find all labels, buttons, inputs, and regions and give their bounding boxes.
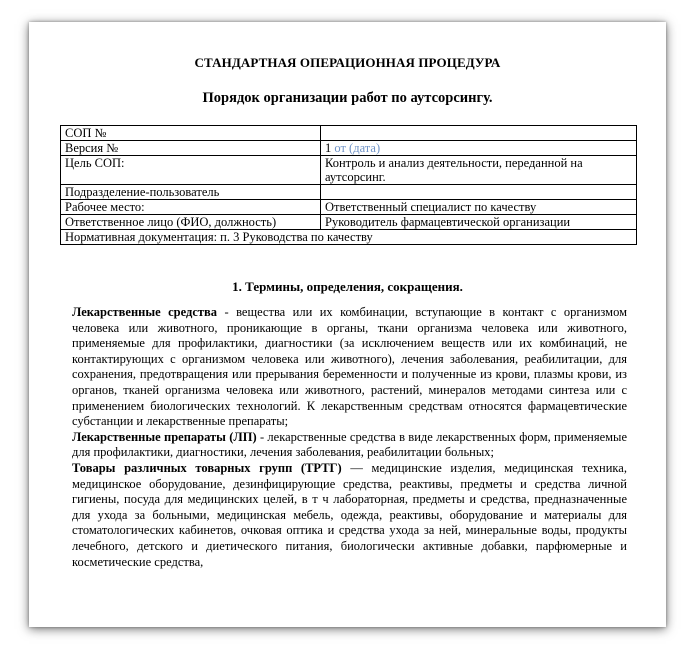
term: Товары различных товарных групп (ТРТГ) xyxy=(72,460,342,475)
table-row xyxy=(61,141,637,156)
sop-info-table xyxy=(60,125,637,245)
definition: - лекарственные средства в виде лекарственных форм, применяемые для профилактики, диагностики, лечения заболевания, реабилитации больных; xyxy=(72,429,627,460)
version-date-link[interactable]: от (дата) xyxy=(334,141,381,155)
department-label: Подразделение-пользователь xyxy=(61,185,321,200)
paragraph xyxy=(72,305,627,430)
table-row xyxy=(61,200,637,215)
document-body xyxy=(72,305,627,570)
version-label: Версия № xyxy=(61,141,321,156)
table-row xyxy=(61,156,637,185)
version-value-cell xyxy=(321,141,637,156)
normative-docs: Нормативная документация: п. 3 Руководства по качеству xyxy=(61,230,637,245)
document-page xyxy=(29,22,666,627)
responsible-value: Руководитель фармацевтической организации xyxy=(321,215,637,230)
workplace-value: Ответственный специалист по качеству xyxy=(321,200,637,215)
table-row xyxy=(61,126,637,141)
paragraph xyxy=(72,461,627,570)
paragraph xyxy=(72,430,627,461)
table-row xyxy=(61,185,637,200)
department-value xyxy=(321,185,637,200)
table-row xyxy=(61,230,637,245)
table-row xyxy=(61,215,637,230)
section-title: 1. Термины, определения, сокращения. xyxy=(232,279,463,294)
responsible-label: Ответственное лицо (ФИО, должность) xyxy=(61,215,321,230)
goal-value: Контроль и анализ деятельности, переданной на аутсорсинг. xyxy=(321,156,637,185)
sop-no-value xyxy=(321,126,637,141)
definition: — медицинские изделия, медицинская техника, медицинское оборудование, дезинфицирующие средства, реактивы, предметы и средства личной гигиены, посуда для медицинских целей, в т ч лабораторная, предметы и средства, предназначенные для ухода за больными, медицинская мебель, одежда, реактивы, оборудование и материалы для стоматологических кабинетов, очковая оптика и средства ухода за ней, минеральные воды, продукты лечебного, детского и диетического питания, биологически активные добавки, парфюмерные и косметические средства, xyxy=(72,460,627,569)
goal-label: Цель СОП: xyxy=(61,156,321,185)
document-title: СТАНДАРТНАЯ ОПЕРАЦИОННАЯ ПРОЦЕДУРА xyxy=(194,55,501,70)
workplace-label: Рабочее место: xyxy=(61,200,321,215)
term: Лекарственные средства xyxy=(72,305,218,319)
sop-no-label: СОП № xyxy=(61,126,321,141)
term: Лекарственные препараты (ЛП) xyxy=(72,429,257,444)
definition: - вещества или их комбинации, вступающие в контакт с организмом человека или животного, проникающие в органы, ткани организма человека или животного, применяемые для профилактики, диагностики (за исключением веществ или их комбинаций, не контактирующих с организмом человека или животного), лечения заболевания, реабилитации, для сохранения, предотвращения или прерывания беременности и полученные из крови, плазмы крови, из органов, тканей организма человека или животного, растений, минералов методами синтеза или с применением биологических технологий. К лекарственным средствам относятся фармацевтические субстанции и лекарственные препараты; xyxy=(72,305,627,429)
version-value: 1 xyxy=(325,141,332,155)
document-subtitle: Порядок организации работ по аутсорсингу. xyxy=(202,90,493,106)
